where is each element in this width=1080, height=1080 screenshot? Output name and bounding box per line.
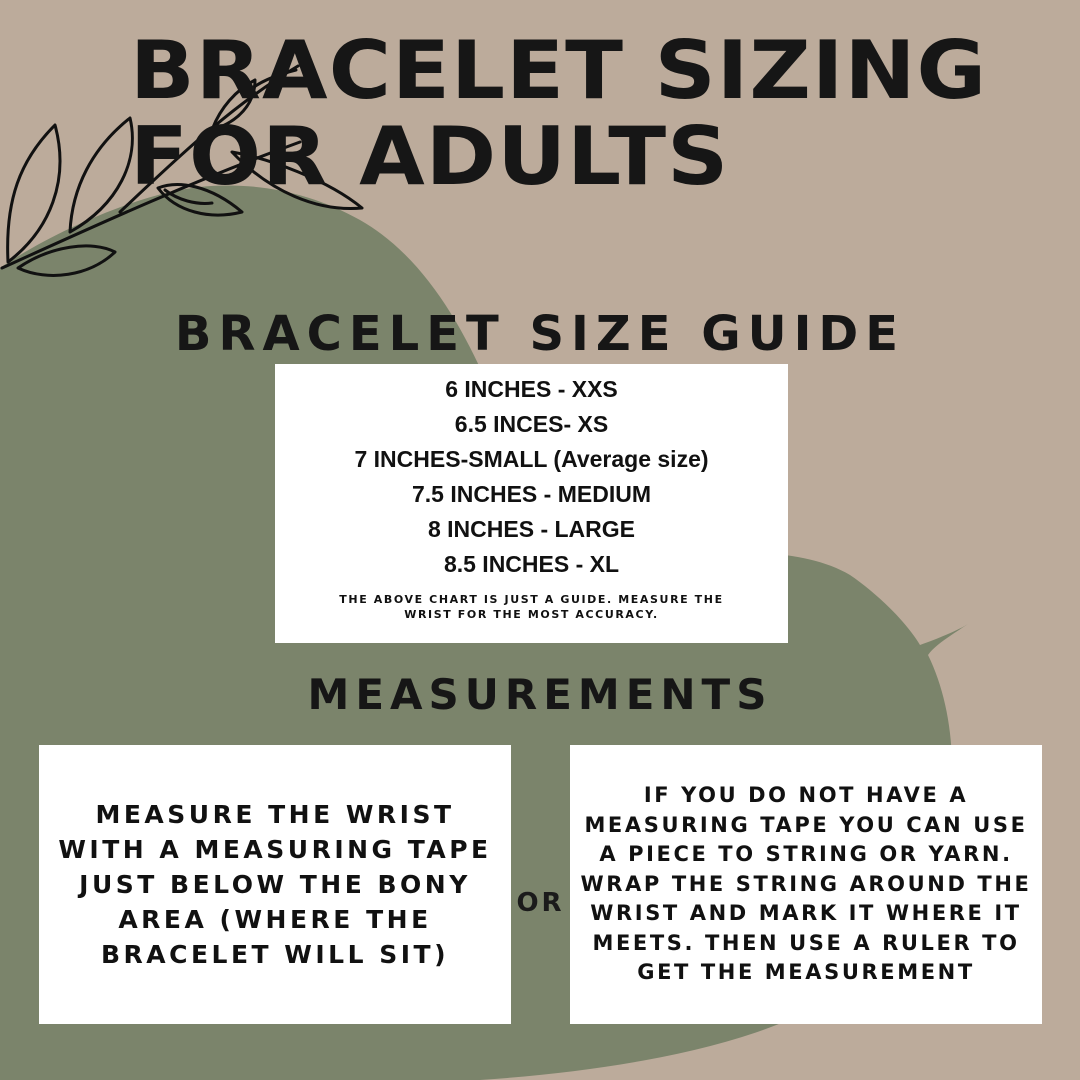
title-line-2: FOR ADULTS: [130, 110, 730, 203]
size-row-xl: 8.5 INCHES - XL: [443, 551, 620, 577]
or-separator: OR: [516, 888, 565, 918]
size-row-xs: 6.5 INCES- XS: [454, 411, 609, 437]
tape-method-panel: [39, 745, 511, 1024]
string-method-text: IF YOU DO NOT HAVE A MEASURING TAPE YOU CAN USE A PIECE TO STRING OR YARN. WRAP THE STRING AROUND THE WRIST AND MARK IT WHERE IT MEETS. THEN USE A RULER TO GET THE MEASUREMENT: [580, 783, 1032, 985]
size-guide-heading: BRACELET SIZE GUIDE: [174, 306, 906, 362]
page-title: [130, 24, 988, 203]
size-row-small: 7 INCHES-SMALL (Average size): [354, 446, 709, 472]
size-guide-panel: [275, 364, 788, 643]
size-guide-note: THE ABOVE CHART IS JUST A GUIDE. MEASURE THE WRIST FOR THE MOST ACCURACY.: [339, 593, 724, 621]
size-row-xxs: 6 INCHES - XXS: [445, 376, 618, 402]
size-row-large: 8 INCHES - LARGE: [427, 516, 636, 542]
tape-method-text: MEASURE THE WRIST WITH A MEASURING TAPE JUST BELOW THE BONY AREA (WHERE THE BRACELET WILL SIT): [58, 800, 492, 969]
measurements-heading: MEASUREMENTS: [307, 670, 773, 719]
size-row-medium: 7.5 INCHES - MEDIUM: [412, 481, 651, 507]
title-line-1: BRACELET SIZING: [130, 24, 988, 117]
string-method-panel: [570, 745, 1042, 1024]
size-list: [275, 372, 788, 582]
